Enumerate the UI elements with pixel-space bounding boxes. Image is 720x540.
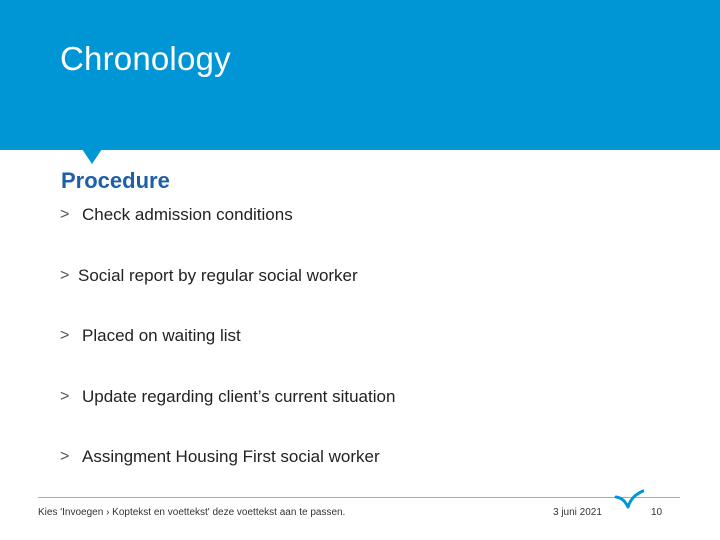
footer-text: Kies 'Invoegen › Koptekst en voettekst' deze voettekst aan te passen. — [38, 507, 346, 518]
bullet-item — [60, 326, 395, 387]
bullet-marker-icon: > — [60, 327, 70, 344]
bullet-item — [60, 205, 395, 266]
bullet-marker-icon: > — [60, 387, 70, 405]
check-mark-icon — [614, 488, 644, 512]
bullet-item — [60, 387, 395, 448]
bullet-text: Update regarding client’s current situation — [82, 386, 396, 406]
bullet-marker-icon: > — [60, 448, 70, 465]
footer-divider — [38, 497, 680, 498]
bullet-marker-icon: > — [60, 206, 70, 223]
page-number: 10 — [651, 507, 663, 518]
bullet-text: Check admission conditions — [82, 205, 293, 224]
slide-title: Chronology — [60, 40, 231, 77]
bullet-text: Social report by regular social worker — [78, 265, 358, 285]
bullet-list — [60, 205, 395, 508]
bullet-item — [60, 447, 395, 508]
section-subtitle: Procedure — [61, 168, 170, 193]
footer-date: 3 juni 2021 — [553, 507, 602, 518]
bullet-text: Placed on waiting list — [82, 326, 241, 345]
title-banner — [0, 0, 720, 150]
banner-notch — [82, 149, 102, 164]
bullet-text: Assingment Housing First social worker — [82, 447, 380, 466]
bullet-marker-icon: > — [60, 266, 70, 284]
bullet-item — [60, 266, 395, 327]
